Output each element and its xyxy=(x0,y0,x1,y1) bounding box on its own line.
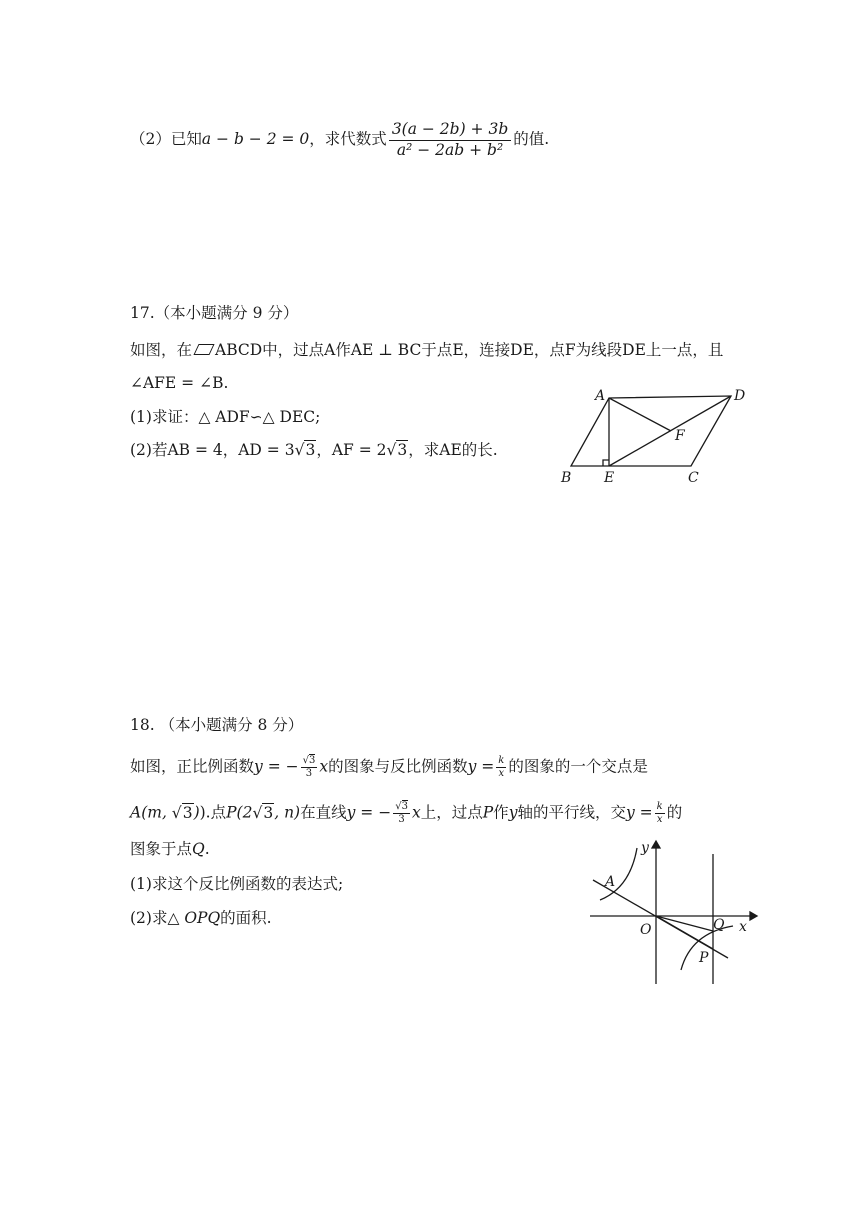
q17-line4-b: ，AF = 2 xyxy=(316,441,387,459)
right-angle-mark xyxy=(603,460,609,466)
q17-line1-b: ABCD中，过点A作AE ⊥ BC于点E，连接DE，点F为线段DE上一点，且 xyxy=(215,341,724,359)
k-over-x-fraction: $\frac{k}{x}$ xyxy=(498,755,505,779)
q16-numerator: 3(a − 2b) + 3b xyxy=(389,122,511,141)
label-a: A xyxy=(595,388,606,404)
q18-line2: A(m, √3)).点P(2√3, n)在直线y = − $\frac{√3}{3}$ x上，过点P作y轴的平行线，交y = $\frac{k}{x}$ 的 xyxy=(130,801,683,825)
q16-condition: a − b − 2 = 0 xyxy=(201,130,310,148)
sqrt-symbol: √3 xyxy=(386,441,408,459)
label-p: P xyxy=(699,950,709,966)
q18-line4: (1)求这个反比例函数的表达式; xyxy=(130,875,344,893)
q16-denominator: a² − 2ab + b² xyxy=(396,140,504,159)
y-axis-arrow xyxy=(652,841,660,848)
q17-line2: ∠AFE = ∠B. xyxy=(130,374,229,392)
parallelogram-icon xyxy=(193,344,214,355)
q16-tail: 的值. xyxy=(513,130,550,148)
q17-line3: (1)求证：△ ADF∽△ DEC; xyxy=(130,408,321,426)
label-x: x xyxy=(739,919,747,935)
q18-header: 18. （本小题满分 8 分） xyxy=(130,716,304,734)
q17-line4-a: (2)若AB = 4，AD = 3 xyxy=(130,441,295,459)
q16-part2 xyxy=(130,122,549,158)
segment-op xyxy=(656,916,713,949)
label-q: Q xyxy=(713,917,725,933)
q18-line1: 如图，正比例函数y = − $\frac{√3}{3}$ x的图象与反比例函数y = $\frac{k}{x}$ 的图象的一个交点是 xyxy=(130,755,648,779)
label-f: F xyxy=(675,428,685,444)
q17-parallelogram-figure xyxy=(555,382,755,487)
x-axis-arrow xyxy=(750,912,757,920)
sqrt-symbol: √3 xyxy=(294,441,316,459)
q17-header: 17.（本小题满分 9 分） xyxy=(130,304,299,322)
q18-graph-figure xyxy=(585,838,760,986)
label-y: y xyxy=(641,840,649,856)
segment-af xyxy=(609,398,671,431)
label-d: D xyxy=(734,388,746,404)
label-o: O xyxy=(640,922,652,938)
parallelogram-abcd xyxy=(571,396,731,466)
q17-line1 xyxy=(130,343,723,359)
label-e: E xyxy=(604,470,615,486)
q17-line1-a: 如图，在 xyxy=(130,341,193,359)
q18-line3: 图象于点Q. xyxy=(130,840,210,858)
q17-line4 xyxy=(130,443,498,459)
label-a: A xyxy=(605,874,616,890)
q18-line5: (2)求△ OPQ的面积. xyxy=(130,909,272,927)
label-c: C xyxy=(688,470,699,486)
q17-line4-c: ，求AE的长. xyxy=(408,441,498,459)
label-b: B xyxy=(561,470,572,486)
q16-fraction xyxy=(389,122,511,158)
q16-mid-text: ，求代数式 xyxy=(309,130,387,148)
coef-fraction: $\frac{√3}{3}$ xyxy=(302,755,316,779)
q16-part2-label: （2）已知 xyxy=(130,130,202,148)
segment-oq xyxy=(656,916,713,931)
